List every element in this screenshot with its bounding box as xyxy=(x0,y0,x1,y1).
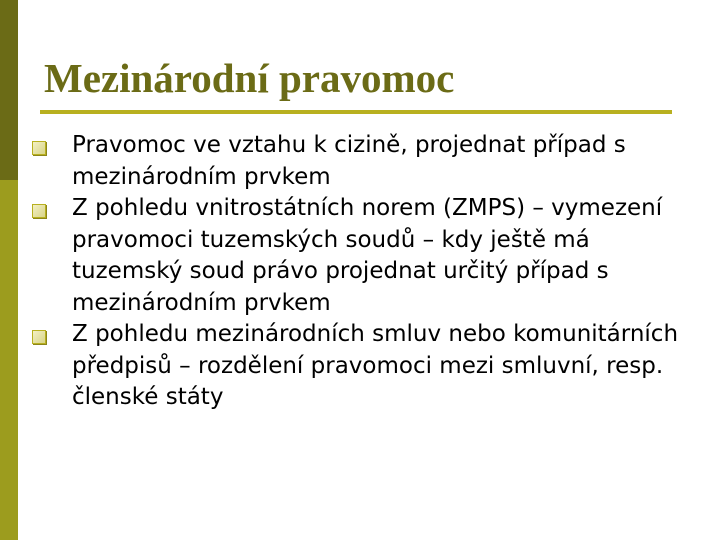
bullet-list xyxy=(30,130,690,414)
bullet-item xyxy=(30,193,690,319)
bullet-text: Z pohledu vnitrostátních norem (ZMPS) – vymezení pravomoci tuzemských soudů – kdy ještě má tuzemský soud právo projednat určitý případ s mezinárodním prvkem xyxy=(72,195,663,316)
square-bullet-icon xyxy=(32,141,46,155)
bullet-text: Z pohledu mezinárodních smluv nebo komunitárních předpisů – rozdělení pravomoci mezi smluvní, resp. členské státy xyxy=(72,321,679,410)
side-bar-bottom xyxy=(0,180,18,540)
title-underline xyxy=(40,110,672,114)
side-bar-top xyxy=(0,0,18,180)
square-bullet-icon xyxy=(32,204,46,218)
bullet-item xyxy=(30,319,690,414)
square-bullet-icon xyxy=(32,330,46,344)
page-title: Mezinárodní pravomoc xyxy=(44,55,455,101)
bullet-item xyxy=(30,130,690,193)
bullet-text: Pravomoc ve vztahu k cizině, projednat případ s mezinárodním prvkem xyxy=(72,132,626,190)
